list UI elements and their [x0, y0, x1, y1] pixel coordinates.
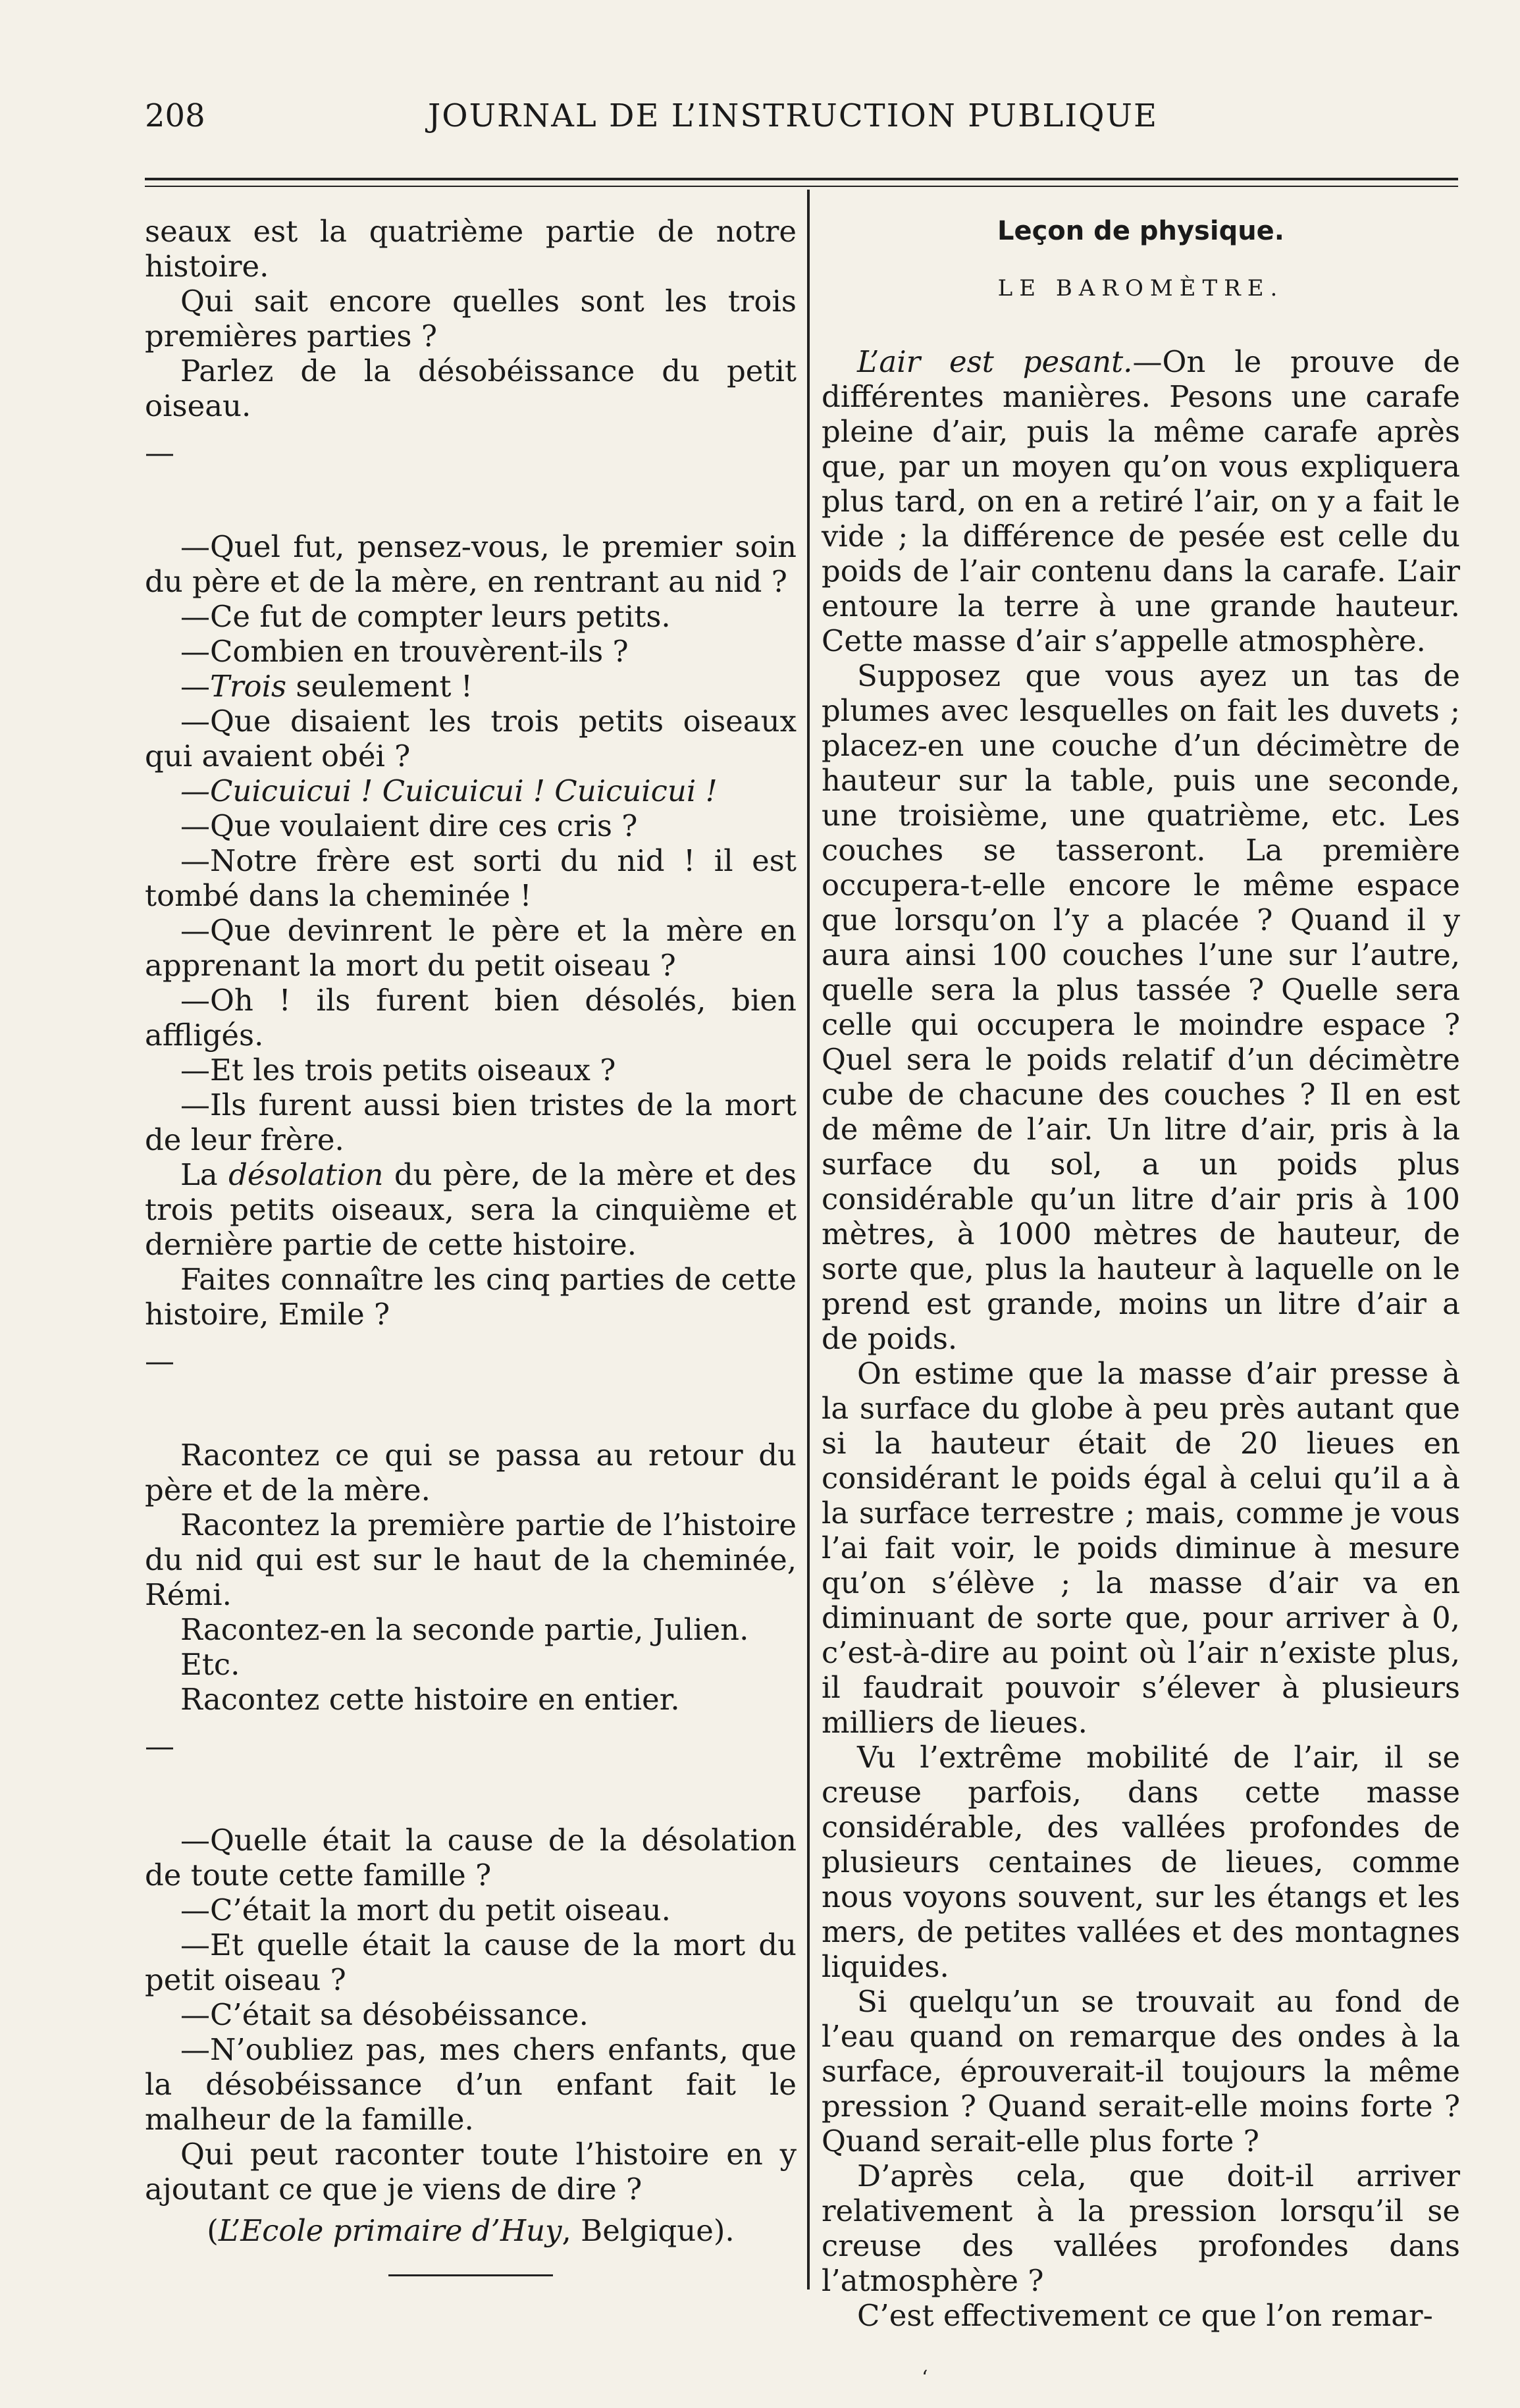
emphasis: L’air est pesant.: [857, 344, 1133, 379]
dialogue-line: —Que voulaient dire ces cris ?: [180, 808, 638, 843]
dialogue-line: —Et les trois petits oiseaux ?: [180, 1053, 616, 1087]
paragraph: [822, 344, 1460, 658]
lesson-title: Leçon de physique.: [997, 216, 1285, 246]
paragraph: Supposez que vous ayez un tas de plumes avec lesquelles on fait les duvets ; placez-en une couche d’un décimètre de hauteur sur la table, puis une seconde, une troisième, une quatrième, etc. Les couches se tasseront. La première occupera-t-elle encore le même espace que lorsqu’on l’y a placée ? Quand il y aura ainsi 100 couches l’une sur l’autre, quelle sera la plus tassée ? Quelle sera celle qui occupera le moindre espace ? Quel sera le poids relatif d’un décimètre cube de chacune des couches ? Il en est de même de l’air. Un litre d’air, pris à la surface du sol, a un poids plus considérable qu’un litre d’air pris à 100 mètres, à 1000 mètres de hauteur, de sorte que, plus la hauteur à laquelle on le prend est grande, moins un litre d’air a de poids.: [822, 658, 1460, 1356]
paragraph: Qui sait encore quelles sont les trois premières parties ?: [145, 284, 797, 353]
emphasis: Trois: [210, 669, 287, 704]
paragraph: Si quelqu’un se trouvait au fond de l’eau quand on remarque des ondes à la surface, éprouverait-il toujours la même pression ? Quand serait-elle moins forte ? Quand serait-elle plus forte ?: [822, 1984, 1460, 2159]
dialogue-line: —Notre frère est sorti du nid ! il est tombé dans la cheminée !: [145, 843, 797, 913]
dialogue-line: —C’était la mort du petit oiseau.: [180, 1893, 671, 1927]
page-number: 208: [145, 97, 205, 134]
dialogue-line: —Que disaient les trois petits oiseaux qui avaient obéi ?: [145, 704, 797, 773]
paragraph: C’est effectivement ce que l’on remar-: [857, 2298, 1433, 2333]
running-header: [145, 97, 1415, 144]
left-column: [145, 214, 797, 2276]
dialogue-line: [145, 669, 797, 704]
source-citation: [145, 2213, 797, 2248]
text: —On le prouve de différentes manières. Pesons une carafe pleine d’air, puis la même carafe après que, par un moyen qu’on vous expliquera plus tard, on en a retiré l’air, on y a fait le vide ; la différence de pesée est celle du poids de l’air contenu dans la carafe. L’air entoure la terre à une grande hauteur. Cette masse d’air s’appelle atmosphère.: [822, 344, 1460, 658]
text: seulement !: [286, 669, 473, 704]
dialogue-line: —Ils furent aussi bien tristes de la mort de leur frère.: [145, 1087, 797, 1157]
lesson-subtitle: LE BAROMÈTRE.: [997, 275, 1284, 301]
text: du père, de la mère et des trois petits oiseaux, sera la cinquième et dernière partie de cette histoire.: [145, 1157, 797, 1262]
dialogue-line: —Que devinrent le père et la mère en apprenant la mort du petit oiseau ?: [145, 913, 797, 983]
dialogue-line: —N’oubliez pas, mes chers enfants, que la désobéissance d’un enfant fait le malheur de la famille.: [145, 2032, 797, 2137]
dialogue-line: —Quelle était la cause de la désolation de toute cette famille ?: [145, 1823, 797, 1893]
paragraph: Racontez ce qui se passa au retour du père et de la mère.: [145, 1438, 797, 1507]
dialogue-line: —Quel fut, pensez-vous, le premier soin du père et de la mère, en rentrant au nid ?: [145, 529, 797, 599]
paragraph: Faites connaître les cinq parties de cette histoire, Emile ?: [145, 1262, 797, 1332]
text: (: [207, 2213, 219, 2248]
header-rule: [145, 178, 1458, 180]
right-column: [822, 214, 1460, 2333]
paragraph: [145, 1157, 797, 1262]
dialogue-line: —Combien en trouvèrent-ils ?: [180, 634, 629, 669]
paragraph: Vu l’extrême mobilité de l’air, il se creuse parfois, dans cette masse considérable, des vallées profondes de plusieurs centaines de lieues, comme nous voyons souvent, sur les étangs et les mers, de petites vallées et des montagnes liquides.: [822, 1740, 1460, 1984]
dialogue-line: —Oh ! ils furent bien désolés, bien affligés.: [145, 983, 797, 1053]
text: La: [180, 1157, 229, 1192]
paragraph: seaux est la quatrième partie de notre histoire.: [145, 214, 797, 284]
paragraph: Racontez-en la seconde partie, Julien.: [180, 1612, 749, 1647]
dash: —: [180, 669, 210, 704]
dialogue-line: —Ce fut de compter leurs petits.: [180, 599, 671, 634]
paragraph: Racontez cette histoire en entier.: [180, 1682, 680, 1717]
section-separator: —: [145, 435, 174, 470]
header-rule-thin: [145, 186, 1458, 187]
dialogue-line: —Cuicuicui ! Cuicuicui ! Cuicuicui !: [180, 773, 718, 808]
emphasis: L’Ecole primaire d’Huy: [218, 2213, 562, 2248]
paragraph: Parlez de la désobéissance du petit oiseau.: [145, 353, 797, 423]
paragraph: Qui peut raconter toute l’histoire en y ajoutant ce que je viens de dire ?: [145, 2137, 797, 2207]
end-rule: [388, 2274, 553, 2276]
text: , Belgique).: [562, 2213, 735, 2248]
emphasis: désolation: [228, 1157, 384, 1192]
journal-title: JOURNAL DE L’INSTRUCTION PUBLIQUE: [428, 97, 1159, 134]
section-separator: —: [145, 1344, 174, 1378]
dialogue-line: —C’était sa désobéissance.: [180, 1997, 589, 2032]
footer-mark: ‘: [922, 2367, 928, 2390]
paragraph: Etc.: [180, 1647, 240, 1682]
paragraph: Racontez la première partie de l’histoire du nid qui est sur le haut de la cheminée, Rémi.: [145, 1507, 797, 1612]
paragraph: On estime que la masse d’air presse à la surface du globe à peu près autant que si la hauteur était de 20 lieues en considérant le poids égal à celui qu’il a à la surface terrestre ; mais, comme je vous l’ai fait voir, le poids diminue à mesure qu’on s’élève ; la masse d’air va en diminuant de sorte que, pour arriver à 0, c’est-à-dire au point où l’air n’existe plus, il faudrait pouvoir s’élever à plusieurs milliers de lieues.: [822, 1356, 1460, 1740]
column-divider: [807, 190, 810, 2290]
dialogue-line: —Et quelle était la cause de la mort du petit oiseau ?: [145, 1927, 797, 1997]
paragraph: D’après cela, que doit-il arriver relativement à la pression lorsqu’il se creuse des vallées profondes dans l’atmosphère ?: [822, 2159, 1460, 2298]
section-separator: —: [145, 1729, 174, 1764]
